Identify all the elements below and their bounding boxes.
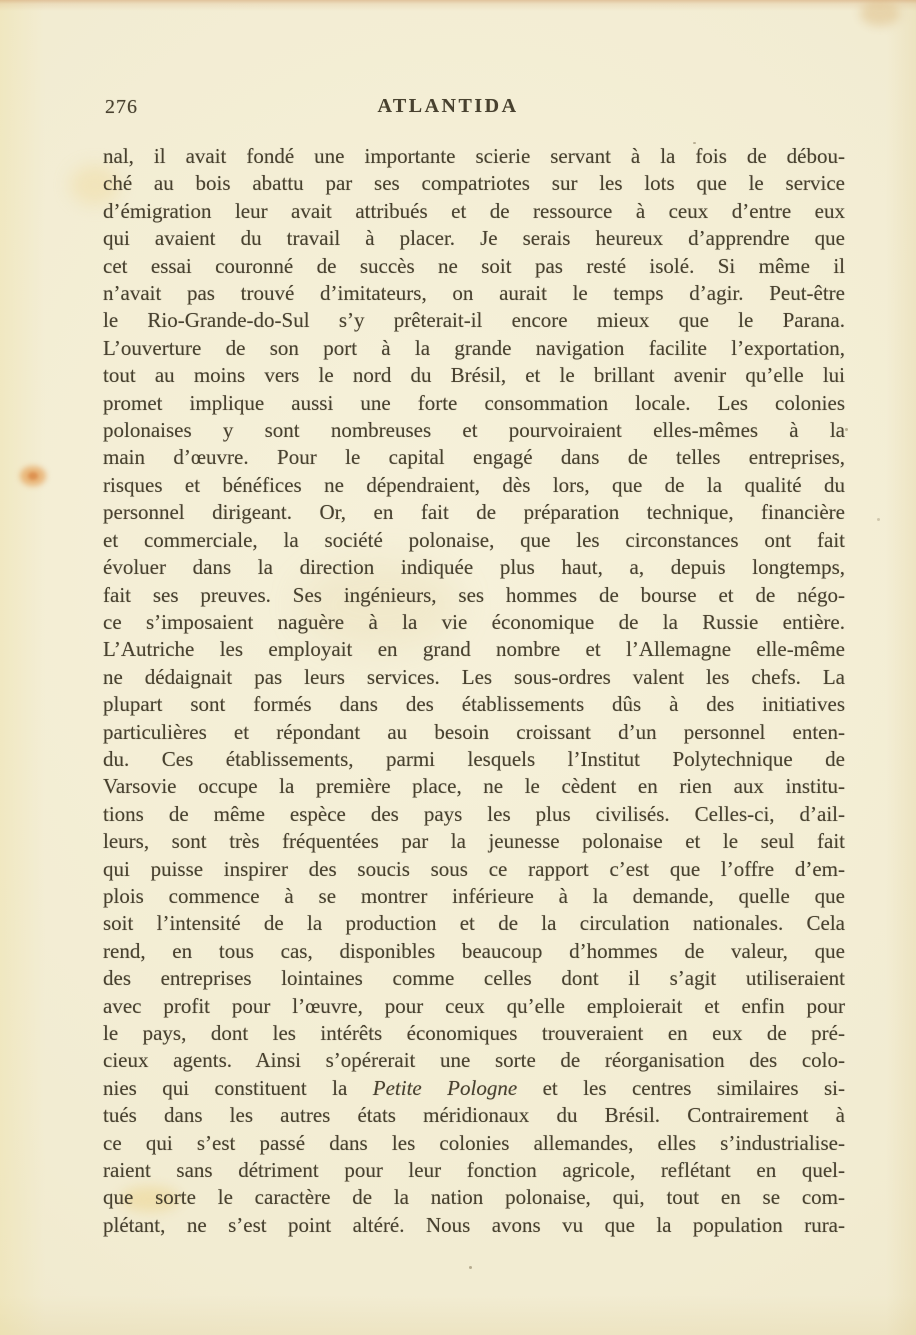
text-line: plétant, ne s’est point altéré. Nous avons vu que la population rura-	[103, 1212, 845, 1237]
text-line: cieux agents. Ainsi s’opérerait une sorte de réorganisation des colo-	[103, 1048, 845, 1073]
text-segment: nies qui constituent la	[103, 1075, 373, 1100]
text-line: avec profit pour l’œuvre, pour ceux qu’elle emploierait et enfin pour	[103, 993, 845, 1018]
text-line: particulières et répondant au besoin croissant d’un personnel enten-	[103, 719, 845, 744]
text-line: risques et bénéfices ne dépendraient, dès lors, que de la qualité du	[103, 472, 845, 497]
text-line: promet implique aussi une forte consommation locale. Les colonies	[103, 390, 845, 415]
foxing-spot	[20, 466, 46, 486]
text-line: qui puisse inspirer des soucis sous ce rapport c’est que l’offre d’em-	[103, 856, 845, 881]
text-line: tout au moins vers le nord du Brésil, et le brillant avenir qu’elle lui	[103, 363, 845, 388]
foxing-spot	[28, 472, 38, 480]
running-title: ATLANTIDA	[377, 95, 519, 117]
body-text-block	[103, 143, 845, 1239]
text-line: raient sans détriment pour leur fonction agricole, reflétant en quel-	[103, 1158, 845, 1183]
text-line: polonaises y sont nombreuses et pourvoiraient elles-mêmes à la	[103, 418, 845, 443]
text-line: plupart sont formés dans des établissements dûs à des initiatives	[103, 692, 845, 717]
text-line: le pays, dont les intérêts économiques trouveraient en eux de pré-	[103, 1021, 845, 1045]
paper-stain	[860, 0, 900, 26]
text-line	[103, 1075, 845, 1102]
text-line: ne dédaignait pas leurs services. Les sous-ordres valent les chefs. La	[103, 664, 845, 689]
text-line: plois commence à se montrer inférieure à la demande, quelle que	[103, 883, 845, 908]
text-line: évoluer dans la direction indiquée plus haut, a, depuis longtemps,	[103, 555, 845, 580]
text-line: ce qui s’est passé dans les colonies allemandes, elles s’industrialise-	[103, 1130, 845, 1155]
text-line: ce s’imposaient naguère à la vie économique de la Russie entière.	[103, 609, 845, 634]
text-line: d’émigration leur avait attribués et de ressource à ceux d’entre eux	[103, 198, 845, 223]
text-line: tions de même espèce des pays les plus civilisés. Celles-ci, d’ail-	[103, 801, 845, 826]
text-line: le Rio-Grande-do-Sul s’y prêterait-il encore mieux que le Parana.	[103, 308, 845, 333]
text-line: leurs, sont très fréquentées par la jeunesse polonaise et le seul fait	[103, 829, 845, 854]
ink-speck	[845, 428, 848, 431]
text-line: que sorte le caractère de la nation polonaise, qui, tout en se com-	[103, 1185, 845, 1210]
ink-speck	[469, 1266, 472, 1269]
text-line: L’Autriche les employait en grand nombre et l’Allemagne elle-même	[103, 637, 845, 662]
page-number: 276	[105, 96, 138, 118]
italic-phrase: Petite Pologne	[372, 1075, 518, 1100]
page-header	[103, 94, 845, 120]
text-line: des entreprises lointaines comme celles dont il s’agit utiliseraient	[103, 966, 845, 991]
text-line: main d’œuvre. Pour le capital engagé dans de telles entreprises,	[103, 445, 845, 470]
text-line: et commerciale, la société polonaise, que les circonstances ont fait	[103, 527, 845, 552]
text-line: personnel dirigeant. Or, en fait de préparation technique, financière	[103, 500, 845, 525]
text-line: n’avait pas trouvé d’imitateurs, on aurait le temps d’agir. Peut-être	[103, 281, 845, 306]
text-line: nal, il avait fondé une importante scierie servant à la fois de débou-	[103, 144, 845, 168]
text-line: tués dans les autres états méridionaux du Brésil. Contrairement à	[103, 1103, 845, 1128]
text-line: soit l’intensité de la production et de la circulation nationales. Cela	[103, 911, 845, 936]
text-line: Varsovie occupe la première place, ne le cèdent en rien aux institu-	[103, 774, 845, 799]
text-line: cet essai couronné de succès ne soit pas resté isolé. Si même il	[103, 253, 845, 278]
ink-speck	[877, 518, 880, 521]
text-segment: et les centres similaires si-	[517, 1075, 845, 1100]
text-line: ché au bois abattu par ses compatriotes sur les lots que le service	[103, 171, 845, 196]
text-line: rend, en tous cas, disponibles beaucoup d’hommes de valeur, que	[103, 938, 845, 963]
text-line: fait ses preuves. Ses ingénieurs, ses hommes de bourse et de négo-	[103, 582, 845, 607]
text-line: qui avaient du travail à placer. Je serais heureux d’apprendre que	[103, 226, 845, 251]
text-line: du. Ces établissements, parmi lesquels l’Institut Polytechnique de	[103, 746, 845, 771]
text-line: L’ouverture de son port à la grande navigation facilite l’exportation,	[103, 335, 845, 360]
